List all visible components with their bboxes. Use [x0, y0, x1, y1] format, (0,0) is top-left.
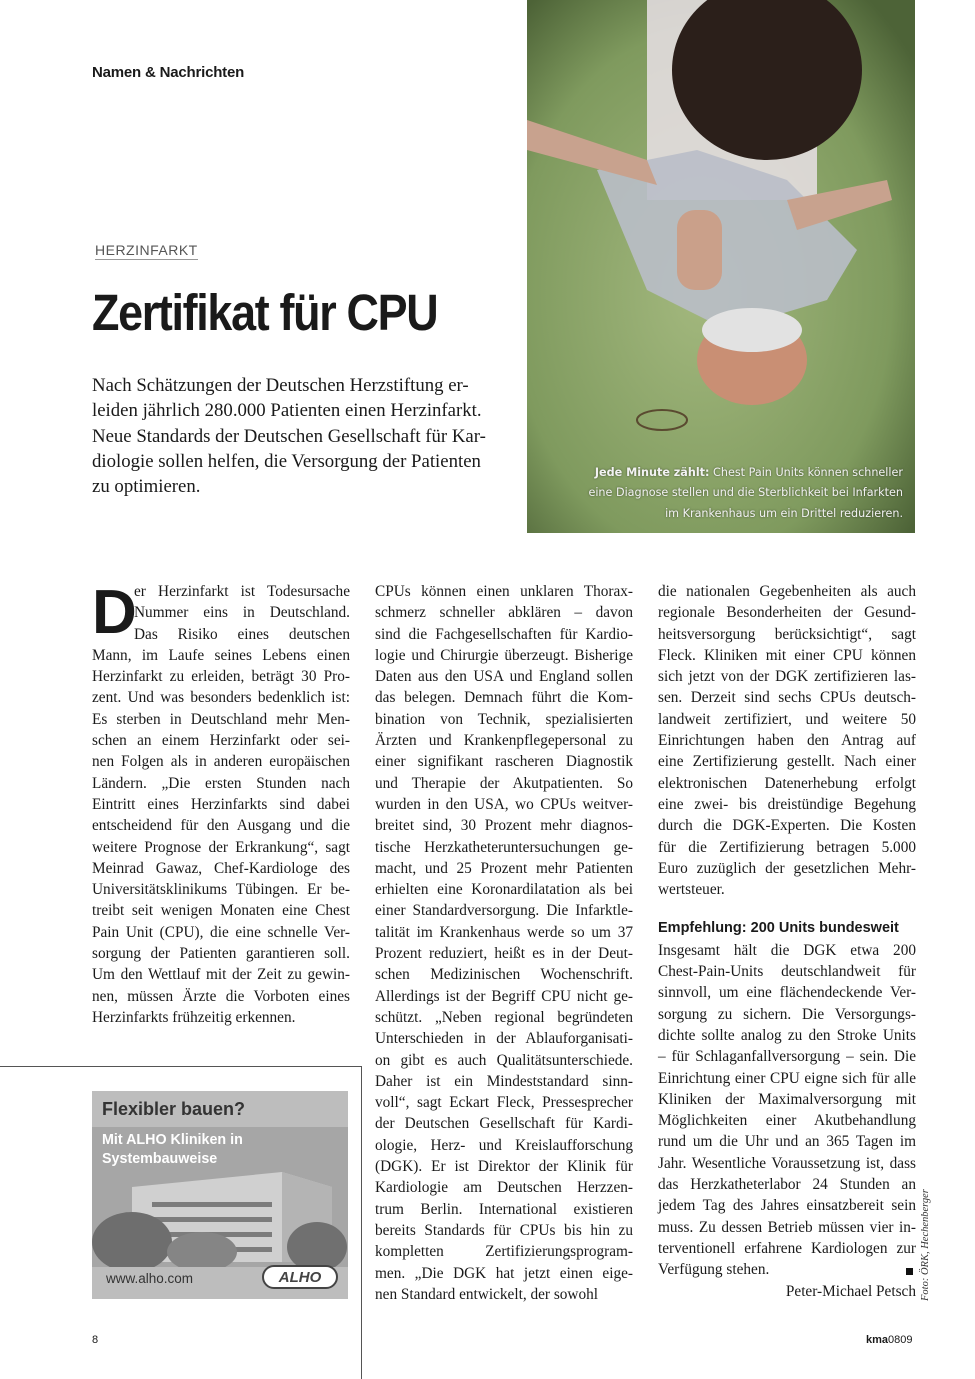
article-line: sorgung zu sichern. Die Versorgungs-	[658, 1005, 916, 1023]
article-line: durch die DGK-Experten. Die Kosten	[658, 817, 916, 835]
article-line: weitere Prognose der Erkrankung“, sagt	[92, 838, 350, 856]
article-line: jedem Tag des Jahres einsatzbereit sein	[658, 1197, 916, 1215]
article-line: Chest-Pain-Units deutschlandweit für	[658, 963, 916, 981]
article-line: Daten aus den USA und England sollen	[375, 668, 633, 686]
article-line: Ärzten und Krankenpflegepersonal zu	[375, 732, 633, 750]
article-line: Eintritt eines Herzinfarkts sind dabei	[92, 795, 350, 813]
ad-subtitle	[102, 1131, 243, 1169]
article-line: schen Medizinischen Wochenschrift.	[375, 966, 633, 984]
article-line: rund um die Uhr und an 365 Tagen im	[658, 1133, 916, 1151]
article-line: die nationalen Gegebenheiten als auch	[658, 583, 916, 600]
article-line: und Therapie der Akutpatienten. So	[375, 774, 633, 792]
article-column-3	[658, 581, 916, 1302]
article-line: Möglichkeiten einer Akutbehandlung	[658, 1112, 916, 1130]
ad-divider-vertical	[361, 1066, 362, 1379]
article-line: men. „Die DGK hat jetzt einen eige-	[375, 1264, 633, 1282]
article-line: schmerz schneller abklären – davon	[375, 604, 633, 622]
article-line: Um den Wettlauf mit der Zeit zu gewin-	[92, 966, 350, 984]
lead-line: leiden jährlich 280.000 Patienten einen Herzinfarkt.	[92, 400, 482, 422]
article-line: trum Berlin. International existieren	[375, 1200, 633, 1218]
issue-number: 0809	[888, 1334, 913, 1346]
article-line: für die Zertifizierung betragen 5.000	[658, 838, 916, 856]
end-mark	[906, 1268, 913, 1275]
article-line: Herzinfarkt zu erleiden, beträgt 30 Pro-	[92, 668, 350, 686]
article-line: Euro zuzüglich der gesetzlichen Mehr-	[658, 859, 916, 877]
article-line: wertsteuer.	[658, 881, 725, 899]
article-line: heitsversorgung berücksichtigt“, sagt	[658, 625, 916, 643]
subheading: Empfehlung: 200 Units bundesweit	[658, 920, 899, 937]
article-line: Meinrad Gawaz, Chef-Kardiologe des	[92, 859, 350, 877]
article-line: Herzinfarkts frühzeitig erkennen.	[92, 1008, 296, 1026]
article-line: sen. Derzeit sind sechs CPUs deutsch-	[658, 689, 916, 707]
article-line: sinnvoll, um eine flächendeckende Ver-	[658, 984, 916, 1002]
advertisement[interactable]	[92, 1091, 348, 1299]
ad-divider-horizontal	[0, 1066, 362, 1067]
article-line: der Deutschen Gesellschaft für Kardi-	[375, 1115, 633, 1133]
article-line: voll“, sagt Eckart Fleck, Pressesprecher	[375, 1094, 633, 1112]
article-line: Prozent reduziert, heißt es in der Deut-	[375, 945, 633, 963]
article-line: bination von Technik, spezialisierten	[375, 710, 633, 728]
photo-credit-text: Foto: ÖRK, Hechenberger	[920, 1189, 931, 1301]
section-label: Namen & Nachrichten	[92, 64, 245, 81]
article-line: Allerdings ist der Begriff CPU nicht ge-	[375, 987, 633, 1005]
footer-issue	[866, 1334, 913, 1346]
article-line: Kardiologie am Deutschen Herzzen-	[375, 1179, 633, 1197]
article-line: elektronischen Datenerhebung erfolgt	[658, 774, 916, 792]
article-line: zent. Und was besonders bedenklich ist:	[92, 689, 350, 707]
lead-line: zu optimieren.	[92, 476, 201, 498]
article-line: tische Herzkatheteruntersuchungen ge-	[375, 838, 633, 856]
hero-photo	[527, 0, 915, 533]
article-line: Daher ist ein Mindeststandard sinn-	[375, 1072, 633, 1090]
article-line: Das Risiko eines deutschen	[134, 625, 350, 643]
photo-illustration	[527, 0, 915, 533]
photo-credit	[920, 1186, 934, 1301]
article-line: nen, müssen Ärzte die Vorboten eines	[92, 987, 350, 1005]
article-line: eine zwei- bis dreistündige Begehung	[658, 795, 916, 813]
caption-line: im Krankenhaus um ein Drittel reduzieren.	[665, 506, 903, 520]
photo-caption	[543, 463, 903, 525]
article-line: Einrichtungen haben den Antrag auf	[658, 732, 916, 750]
article-line: erhielten eine Koronardilatation als bei	[375, 881, 633, 899]
article-line: muss. Zu dessen Betrieb müssen vier in-	[658, 1218, 916, 1236]
article-line: schützt. „Neben regional begründeten	[375, 1008, 633, 1026]
article-line: treibt seit wenigen Monaten eine Chest	[92, 902, 350, 920]
article-line: Einrichtung einer CPU eigne sich für alle	[658, 1069, 916, 1087]
article-line: ologie, Herz- und Kreislaufforschung	[375, 1136, 633, 1154]
article-line: (DGK). Er ist Direktor der Klinik für	[375, 1158, 633, 1176]
article-line: Kliniken der Maximalversorgung mit	[658, 1090, 916, 1108]
article-line: Es sterben in Deutschland mehr Men-	[92, 710, 350, 728]
article-line: einer signifikant rascheren Diagnostik	[375, 753, 633, 771]
article-line: schen an einem Herzinfarkt oder sei-	[92, 732, 350, 750]
author-name: Peter-Michael Petsch	[785, 1282, 916, 1300]
article-line: on gibt es auch Qualitätsunterschiede.	[375, 1051, 633, 1069]
article-line: entscheidend für den Ausgang und die	[92, 817, 350, 835]
caption-line: eine Diagnose stellen und die Sterblichkeit bei Infarkten	[588, 486, 903, 499]
kicker: HERZINFARKT	[95, 242, 198, 258]
article-line: Unterschieden in der Ablauforganisati-	[375, 1030, 633, 1048]
article-line: Universitätsklinikums Tübingen. Er be-	[92, 881, 350, 899]
article-line: Mann, im Laufe seines Lebens einen	[92, 646, 350, 664]
ad-subtitle-line: Systembauweise	[102, 1151, 218, 1167]
article-line: kompletten Zertifizierungsprogram-	[375, 1243, 633, 1261]
article-line: Nummer eins in Deutschland.	[134, 604, 350, 622]
article-line: Fleck. Kliniken mit einer CPU können	[658, 646, 916, 664]
article-line: macht, und 25 Prozent mehr Patienten	[375, 859, 633, 877]
ad-url-link[interactable]: www.alho.com	[106, 1271, 194, 1286]
article-line: talität im Krankenhaus werde so um 37	[375, 923, 633, 941]
page-number: 8	[92, 1334, 99, 1346]
article-line: sich jetzt von der DGK zertifizieren las-	[658, 668, 916, 686]
article-line: das belegen. Demnach führt die Kom-	[375, 689, 633, 707]
caption-bold: Jede Minute zählt:	[594, 465, 710, 479]
article-line: nen Folgen als in anderen europäischen	[92, 753, 350, 771]
article-line: einer Standardversorgung. Die Infarktle-	[375, 902, 633, 920]
headline: Zertifikat für CPU	[92, 284, 438, 341]
lead-line: Nach Schätzungen der Deutschen Herzstiftung er-	[92, 375, 469, 396]
article-line: sorgung der Patienten garantieren soll.	[92, 945, 350, 963]
article-line: – für Schlaganfallversorgung – sein. Die	[658, 1048, 916, 1066]
article-line: das Herzkatheterlabor 24 Stunden an	[658, 1176, 916, 1194]
article-line: er Herzinfarkt ist Todesursache	[134, 583, 350, 600]
article-line: bereits Standards für CPUs bis hin zu	[375, 1221, 633, 1239]
magazine-name: kma	[866, 1334, 889, 1346]
article-line: wurden in den USA, wo CPUs weitver-	[375, 795, 633, 813]
article-line: regionale Besonderheiten der Gesund-	[658, 604, 916, 622]
article-line: Pain Unit (CPU), die eine schnelle Ver-	[92, 923, 350, 941]
article-line: eine Zertifizierung gestellt. Nach einer	[658, 753, 916, 771]
ad-subtitle-line: Mit ALHO Kliniken in	[102, 1132, 243, 1148]
article-line: landweit zertifiziert, und weitere 50	[658, 710, 916, 728]
article-line: sind die Fachgesellschaften für Kardio-	[375, 625, 633, 643]
article-column-1	[92, 578, 350, 1028]
article-line: logie und Chirurgie überzeugt. Bisherige	[375, 646, 633, 664]
dropcap: D	[92, 578, 137, 647]
article-line: breitet sind, 30 Prozent mehr diagnos-	[375, 817, 633, 835]
article-line: CPUs können einen unklaren Thorax-	[375, 583, 633, 600]
article-line: Jahr. Wesentliche Voraussetzung ist, dass	[658, 1154, 916, 1172]
article-line: Verfügung stehen.	[658, 1261, 770, 1279]
lead-line: diologie sollen helfen, die Versorgung der Patienten	[92, 450, 481, 472]
paragraph-spacer	[658, 900, 916, 918]
article-line: Ländern. „Die ersten Stunden nach	[92, 774, 350, 792]
lead-line: Neue Standards der Deutschen Gesellschaft für Kar-	[92, 425, 486, 447]
article-line: nen Standard entwickelt, der sowohl	[375, 1285, 599, 1303]
article-line: dichte sollte analog zu den Stroke Units	[658, 1026, 916, 1044]
lead-paragraph	[92, 373, 512, 499]
ad-title: Flexibler bauen?	[102, 1099, 246, 1119]
article-line: Insgesamt hält die DGK etwa 200	[658, 941, 916, 959]
caption-line: Chest Pain Units können schneller	[713, 465, 903, 479]
article-column-2	[375, 581, 633, 1305]
article-line: terventionell erfahrene Kardiologen zur	[658, 1239, 916, 1257]
alho-logo: ALHO	[262, 1265, 338, 1289]
